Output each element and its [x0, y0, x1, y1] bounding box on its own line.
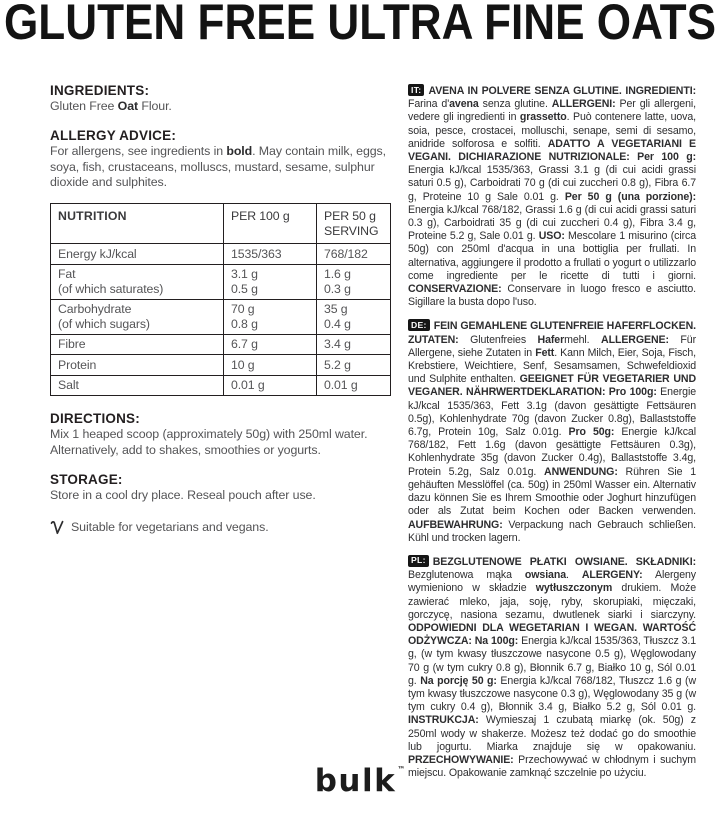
- nutrition-cell-energy-name: Energy kJ/kcal: [51, 244, 224, 265]
- nutrition-cell-fibre-per50: 3.4 g: [317, 334, 391, 355]
- directions-heading: DIRECTIONS:: [50, 411, 140, 427]
- lang-badge-it: IT:: [408, 84, 424, 96]
- nutrition-cell-protein-per100: 10 g: [224, 355, 317, 376]
- vegetarian-text: Suitable for vegetarians and vegans.: [71, 519, 269, 534]
- allergy-advice-text: For allergens, see ingredients in bold. May contain milk, eggs, soya, fish, crustaceans, molluscs, mustard, sesame, sulphur dioxide and sulphites.: [50, 143, 386, 190]
- product-title: [0, 0, 720, 46]
- nutrition-cell-carbohydrate-per50: 35 g 0.4 g: [317, 299, 391, 334]
- nutrition-header-per100: PER 100 g: [224, 204, 317, 244]
- nutrition-header-per50: PER 50 g SERVING: [317, 204, 391, 244]
- nutrition-cell-fibre-per100: 6.7 g: [224, 334, 317, 355]
- brand-logo: [0, 763, 720, 799]
- nutrition-row-fat: [51, 264, 391, 299]
- ingredients-text: Gluten Free Oat Flour.: [50, 99, 172, 113]
- nutrition-cell-energy-per100: 1535/363: [224, 244, 317, 265]
- nutrition-cell-salt-name: Salt: [51, 375, 224, 396]
- nutrition-cell-salt-per50: 0.01 g: [317, 375, 391, 396]
- vegetarian-icon: [50, 520, 64, 535]
- storage-text: Store in a cool dry place. Reseal pouch after use.: [50, 487, 316, 502]
- nutrition-cell-carbohydrate-name: Carbohydrate (of which sugars): [51, 299, 224, 334]
- nutrition-cell-carbohydrate-per100: 70 g 0.8 g: [224, 299, 317, 334]
- left-column: [50, 82, 391, 535]
- nutrition-row-fibre: [51, 334, 391, 355]
- lang-section-italian: [408, 84, 696, 309]
- nutrition-row-carbohydrate: [51, 299, 391, 334]
- nutrition-row-salt: [51, 375, 391, 396]
- nutrition-cell-protein-per50: 5.2 g: [317, 355, 391, 376]
- ingredients-heading: INGREDIENTS:: [50, 83, 150, 98]
- nutrition-cell-protein-name: Protein: [51, 355, 224, 376]
- nutrition-cell-fibre-name: Fibre: [51, 334, 224, 355]
- language-column: [408, 84, 696, 790]
- nutrition-header-name: NUTRITION: [51, 204, 224, 244]
- lang-badge-pl: PL:: [408, 555, 429, 567]
- nutrition-cell-energy-per50: 768/182: [317, 244, 391, 265]
- lang-text-pl: BEZGLUTENOWE PŁATKI OWSIANE. SKŁADNIKI: Bezglutenowa mąka owsiana. ALERGENY: Alergeny wymieniono w składzie wytłuszczonym drukiem. Może zawierać mleko, jaja, soję, ryby, skorupiaki, mięczaki, gorczycę, nasiona sezamu, dwutlenek siarki i siarczyny. ODPOWIEDNI DLA WEGETARIAN I WEGAN. WARTOŚĆ ODŻYWCZA: Na 100g: Energia kJ/kcal 1535/363, Tłuszcz 3.1 g, (w tym kwasy tłuszczowe nasycone 0.5 g), Węglowodany 70 g (w tym cukry 0.8 g), Błonnik 6.7 g, Białko 10 g, Sól 0.01 g. Na porcję 50 g: Energia kJ/kcal 768/182, Tłuszcz 1.6 g (w tym kwasy tłuszczowe nasycone 0.3 g), Węglowodany 35 g (w tym cukry 0.4 g), Błonnik 3.4 g, Białko 5.2 g, Sól 0.01 g. INSTRUKCJA: Wymieszaj 1 czubatą miarkę (ok. 50g) z 250ml wody w shakerze. Możesz też dodać go do smoothie lub jogurtu. Miarka znajduje się w opakowaniu. PRZECHOWYWANIE: Przechowywać w chłodnym i suchym miejscu. Opakowanie zamknąć szczelnie po użyciu.: [408, 555, 697, 780]
- storage-heading: STORAGE:: [50, 471, 123, 487]
- nutrition-cell-fat-per100: 3.1 g 0.5 g: [224, 264, 317, 299]
- nutrition-header-row: [51, 204, 391, 244]
- vegetarian-note: [50, 520, 391, 536]
- nutrition-row-energy: [51, 244, 391, 265]
- nutrition-cell-salt-per100: 0.01 g: [224, 375, 317, 396]
- nutrition-table: [50, 203, 391, 396]
- directions-text: Mix 1 heaped scoop (approximately 50g) with 250ml water. Alternatively, add to shakes, smoothies or yogurts.: [50, 427, 368, 457]
- lang-text-de: FEIN GEMAHLENE GLUTENFREIE HAFERFLOCKEN. ZUTATEN: Glutenfreies Hafermehl. ALLERGENE: Für Allergene, siehe Zutaten in Fett. Kann Milch, Eier, Soja, Fisch, Krebstiere, Weichtiere, Senf, Sesamsamen, Schwefeldioxid und Sulphite enthalten. GEEIGNET FÜR VEGETARIER UND VEGANER. NÄHRWERTDEKLARATION: Pro 100g: Energie kJ/kcal 1535/363, Fett 3.1g (davon gesättigte Fettsäuren 0.5g), Kohlenhydrate 70g (davon Zucker 0.8g), Ballaststoffe 6.7g, Protein 10g, Salz 0.01g. Pro 50g: Energie kJ/kcal 768/182, Fett 1.6g (davon gesättigte Fettsäuren 0.3g), Kohlenhydrate 35g (davon Zucker 0.4g), Ballaststoffe 3.4g, Protein 5.2g, Salz 0.01g. ANWENDUNG: Rühren Sie 1 gehäuften Messlöffel (ca. 50g) in 250ml Wasser ein. Alternativ dazu können Sie es Ihrem Smoothie oder Joghurt hinzufügen oder als Zutat beim Kochen oder Backen verwenden. AUFBEWAHRUNG: Verpackung nach Gebrauch schließen. Kühl und trocken lagern.: [408, 320, 697, 544]
- nutrition-row-protein: [51, 355, 391, 376]
- product-title-text: GLUTEN FREE ULTRA FINE OATS: [4, 0, 716, 46]
- lang-badge-de: DE:: [408, 319, 430, 331]
- allergy-advice-heading: ALLERGY ADVICE:: [50, 127, 177, 143]
- trademark-symbol: ™: [397, 765, 406, 774]
- nutrition-cell-fat-per50: 1.6 g 0.3 g: [317, 264, 391, 299]
- lang-text-it: AVENA IN POLVERE SENZA GLUTINE. INGREDIENTI: Farina d'avena senza glutine. ALLERGENI: Per gli allergeni, vedere gli ingredienti in grassetto. Può contenere latte, uova, soia, pesce, crostacei, molluschi, senape, semi di sesamo, anidride solforosa e solfiti. ADATTO A VEGETARIANI E VEGANI. DICHIARAZIONE NUTRIZIONALE: Per 100 g: Energia kJ/kcal 1535/363, Grassi 3.1 g (di cui acidi grassi saturi 0.5 g), Carboidrati 70 g (di cui zuccheri 0.8 g), Fibra 6.7 g, Proteine 10 g Sale 0.01 g. Per 50 g (una porzione): Energia kJ/kcal 768/182, Grassi 1.6 g (di cui acidi grassi saturi 0.3 g), Carboidrati 35 g (di cui zuccheri 0.4 g), Fibra 3.4 g, Proteine 5.2 g, Sale 0.01 g. USO: Mescolare 1 misurino (circa 50g) con 250ml d'acqua in una bottiglia per frullati. In alternativa, aggiungere il prodotto a frullati o yogurt o utilizzarlo come ingrediente per le ricette di tutti i giorni. CONSERVAZIONE: Conservare in luogo fresco e asciutto. Sigillare la busta dopo l'uso.: [408, 85, 697, 309]
- brand-logo-text: bulk: [314, 763, 397, 799]
- nutrition-cell-fat-name: Fat (of which saturates): [51, 264, 224, 299]
- lang-section-german: [408, 319, 696, 544]
- lang-section-polish: [408, 555, 696, 780]
